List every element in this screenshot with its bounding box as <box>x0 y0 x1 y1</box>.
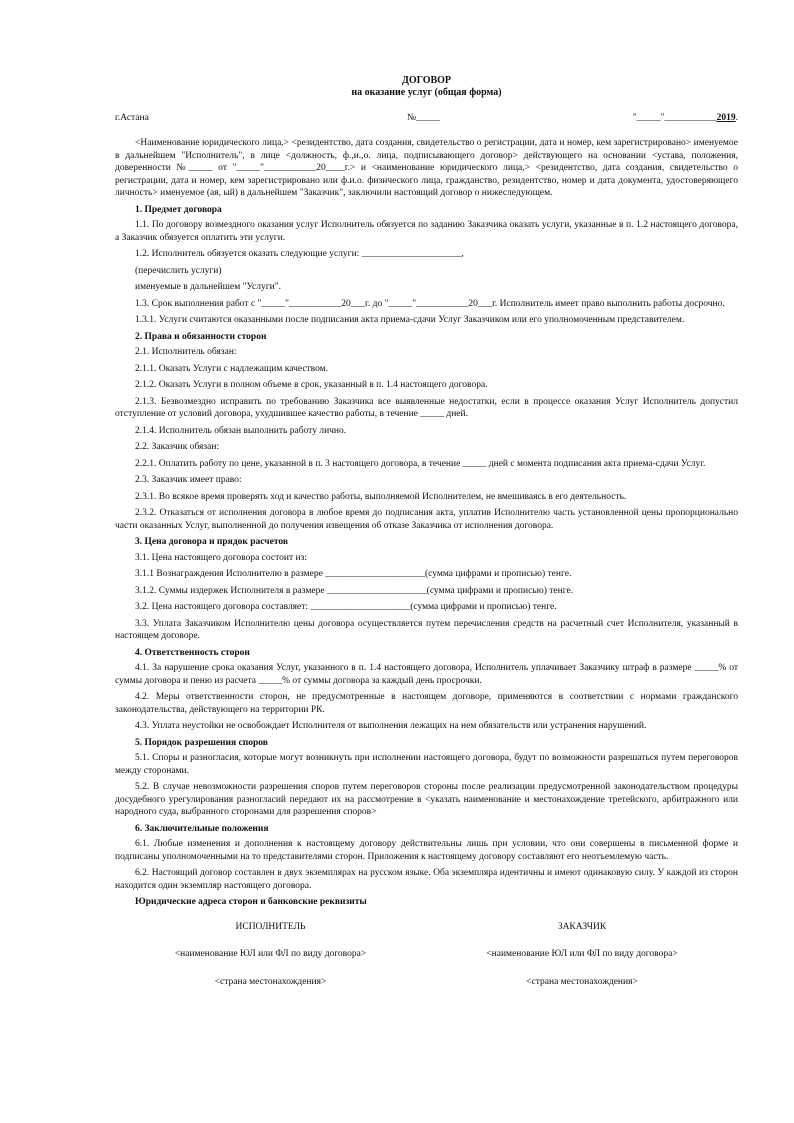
clause: 1.3. Срок выполнения работ с "_____"___________20___г. до "_____"___________20___г. Исполнитель имеет право выполнить работы досрочно. <box>135 298 725 309</box>
date-year: 2019 <box>716 113 736 123</box>
clause: 1.3.1. Услуги считаются оказанными после подписания акта приема-сдачи Услуг Заказчиком или его уполномоченным представителем. <box>135 315 685 325</box>
clause: 2.2.1. Оплатить работу по цене, указанной в п. 3 настоящего договора, в течение _____ дней с момента подписания акта приема-сдачи Услуг. <box>135 458 706 469</box>
clause: 2.1.1. Оказать Услуги с надлежащим качеством. <box>135 363 329 374</box>
document-subtitle: на оказание услуг (общая форма) <box>351 87 502 98</box>
contract-date <box>633 112 738 125</box>
clause: 3.2. Цена настоящего договора составляет: _____________________(сумма цифрами и прописью) тенге. <box>135 602 557 612</box>
clause: 4.2. Меры ответственности сторон, не предусмотренные в настоящем договоре, применяются в соответствии с нормами гражданского законодательства, действующего на территории РК. <box>115 692 738 715</box>
section-heading: 3. Цена договора и прядок расчетов <box>135 537 289 547</box>
executor-name: <наименование ЮЛ или ФЛ по виду договора> <box>174 949 367 959</box>
clause: 2.1.3. Безвозмездно исправить по требованию Заказчика все выявленные недостатки, если в процессе оказания Услуг Исполнитель допустил отступление от условий договора, ухудшившее качество работы, в течение _____ дней. <box>115 396 738 419</box>
clause: 5.2. В случае невозможности разрешения споров путем переговоров стороны после реализации предусмотренной законодательством процедуры досудебного урегулирования разногласий передают их на рассмотрение в <указать наименование и местонахождение третейского, арбитражного или народного суда, выбранного сторонами для разрешения споров> <box>115 782 738 817</box>
section-heading: 6. Заключительные положения <box>135 823 269 834</box>
section-heading: 5. Порядок разрешения споров <box>135 737 268 748</box>
document-page <box>115 75 738 1001</box>
clause: 6.1. Любые изменения и дополнения к настоящему договору действительны лишь при условии, что они совершены в письменной форме и подписаны уполномоченными на то представителями сторон. Приложения к настоящему договору составляют его неотъемлемую часть. <box>115 839 738 862</box>
clause: 5.1. Споры и разногласия, которые могут возникнуть при исполнении настоящего договора, будут по возможности разрешаться путем переговоров между сторонами. <box>115 753 738 776</box>
clause-note: именуемые в дальнейшем "Услуги". <box>135 282 281 292</box>
clause: 2.3.2. Отказаться от исполнения договора в любое время до подписания акта, уплатив Исполнителю часть установленной цены пропорционально части оказанных Услуг, выполненной до получения извещения об отказе Заказчика от исполнения договора. <box>115 508 738 531</box>
clause: 1.2. Исполнитель обязуется оказать следующие услуги: _____________________, <box>135 249 464 259</box>
clause: 3.1. Цена настоящего договора состоит из: <box>135 552 307 563</box>
clause-note: (перечислить услуги) <box>135 265 222 276</box>
customer-label: ЗАКАЗЧИК <box>557 921 607 932</box>
executor-label: ИСПОЛНИТЕЛЬ <box>235 921 306 932</box>
section-heading: 2. Права и обязанности сторон <box>135 331 267 342</box>
clause: 6.2. Настоящий договор составлен в двух экземплярах на русском языке. Оба экземпляра идентичны и имеют одинаковую силу. У каждой из сторон находится один экземпляр настоящего договора. <box>115 868 738 891</box>
section-heading: 4. Ответственность сторон <box>135 647 250 658</box>
place-date-row <box>115 112 738 124</box>
date-blank: "_____"___________ <box>632 113 717 123</box>
clause: 2.1.2. Оказать Услуги в полном объеме в срок, указанный в п. 1.4 настоящего договора. <box>135 380 488 390</box>
clause: 3.1.2. Суммы издержек Исполнителя в размере _____________________(сумма цифрами и прописью) тенге. <box>135 585 574 596</box>
customer-country: <страна местонахождения> <box>526 976 638 987</box>
executor-column <box>115 921 426 1004</box>
clause: 2.2. Заказчик обязан: <box>135 442 220 452</box>
contract-number: №_____ <box>407 113 440 123</box>
city: г.Астана <box>115 113 149 123</box>
clause: 1.1. По договору возмездного оказания услуг Исполнитель обязуется по заданию Заказчика оказать услуги, указанные в п. 1.2 настоящего договора, а Заказчик обязуется оплатить эти услуги. <box>115 220 738 243</box>
clause: 3.3. Уплата Заказчиком Исполнителю цены договора осуществляется путем перечисления средств на расчетный счет Исполнителя, указанный в настоящем договоре. <box>115 618 738 641</box>
clause: 2.3.1. Во всякое время проверять ход и качество работы, выполняемой Исполнителем, не вмешиваясь в его деятельность. <box>135 491 627 502</box>
clause: 4.3. Уплата неустойки не освобождает Исполнителя от выполнения лежащих на нем обязательств или устранения нарушений. <box>135 721 647 731</box>
clause: 2.1.4. Исполнитель обязан выполнить работу лично. <box>135 425 347 436</box>
date-dot: . <box>735 113 738 123</box>
parties-block <box>115 921 738 1001</box>
executor-country: <страна местонахождения> <box>214 976 327 987</box>
section-heading: 1. Предмет договора <box>135 204 222 215</box>
document-title: ДОГОВОР <box>401 75 452 86</box>
clause: 4.1. За нарушение срока оказания Услуг, указанного в п. 1.4 настоящего договора, Исполнитель уплачивает Заказчику штраф в размере _____% от суммы договора и пеню из расчета _____% от суммы договора за каждый день просрочки. <box>115 663 738 686</box>
clause: 2.1. Исполнитель обязан: <box>135 347 237 357</box>
intro-paragraph: <Наименование юридического лица,> <резидентство, дата создания, свидетельство о регистрации, дата и номер, кем зарегистрировано> именуемое в дальнейшем "Исполнитель", в лице <должность, ф.,и.,о. лица, подписывающего договор> действующего на основании <устава, положения, доверенности №_____ от "_____"___________20____г.> и <наименование юридического лица,> <резидентство, дата создания, свидетельство о регистрации, дата и номер, кем зарегистрировано или ф.и.о. физического лица, гражданство, резидентство, номер и дата документа, удостоверяющего личность> именуемое (ая, ый) в дальнейшем "Заказчик", заключили настоящий договор о нижеследующем. <box>115 138 738 198</box>
clause: 2.3. Заказчик имеет право: <box>135 475 242 485</box>
customer-name: <наименование ЮЛ или ФЛ по виду договора> <box>486 949 678 959</box>
clause: 3.1.1 Вознаграждения Исполнителю в размере _____________________(сумма цифрами и прописью) тенге. <box>135 569 572 579</box>
requisites-heading: Юридические адреса сторон и банковские реквизиты <box>135 897 367 907</box>
customer-column <box>426 921 738 1004</box>
